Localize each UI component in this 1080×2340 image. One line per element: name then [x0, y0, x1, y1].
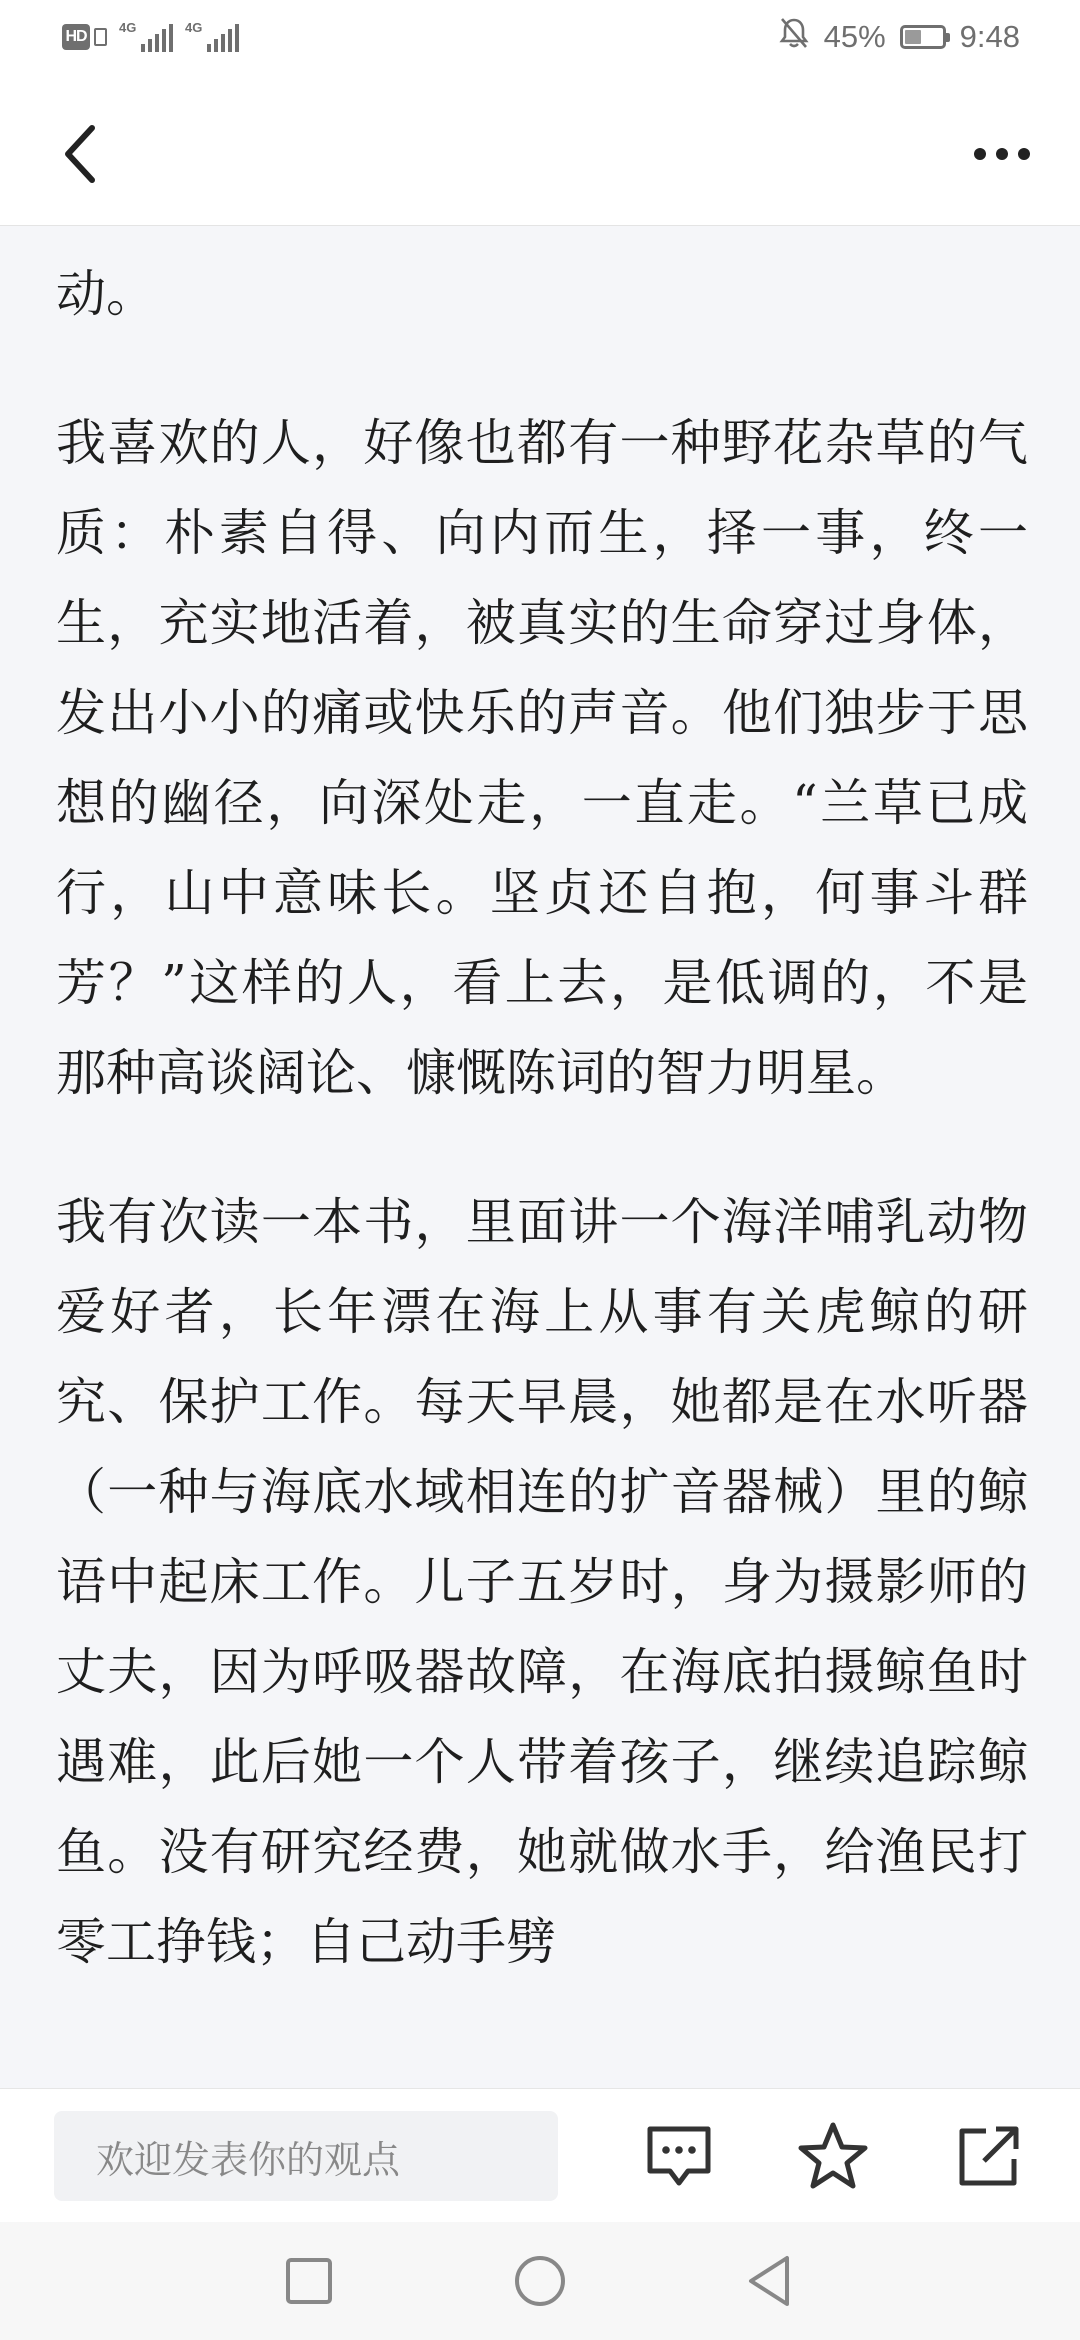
article-body: [56, 249, 1028, 2046]
favorite-button[interactable]: [790, 2113, 876, 2199]
signal-icon: [185, 22, 239, 52]
status-right: [778, 16, 1020, 58]
comment-bar: [0, 2088, 1080, 2222]
comment-button[interactable]: [636, 2113, 722, 2199]
back-triangle-icon: [735, 2246, 805, 2316]
hd-icon: HD: [62, 24, 90, 50]
clock: 9:48: [959, 19, 1020, 54]
top-nav: [0, 74, 1080, 226]
paragraph: 动。: [56, 265, 156, 323]
battery-percent: 45%: [823, 19, 886, 54]
battery-level: [905, 30, 921, 44]
paragraph: 我喜欢的人，好像也都有一种野花杂草的气质：朴素自得、向内而生，择一事，终一生，充实地活着，被真实的生命穿过身体，发出小小的痛或快乐的声音。他们独步于思想的幽径，向深处走，一直走。“兰草已成行，山中意味长。坚贞还自抱，何事斗群芳？”这样的人，看上去，是低调的，不是那种高谈阔论、慷慨陈词的智力明星。: [56, 414, 1028, 1102]
status-left: [62, 20, 239, 54]
status-bar: [0, 0, 1080, 74]
paragraph: 我有次读一本书，里面讲一个海洋哺乳动物爱好者，长年漂在海上从事有关虎鲸的研究、保护工作。每天早晨，她都是在水听器（一种与海底水域相连的扩音器械）里的鲸语中起床工作。儿子五岁时，身为摄影师的丈夫，因为呼吸器故障，在海底拍摄鲸鱼时遇难，此后她一个人带着孩子，继续追踪鲸鱼。没有研究经费，她就做水手，给渔民打零工挣钱；自己动手劈: [56, 1193, 1028, 1971]
sim2-label: 4G: [185, 20, 203, 35]
home-icon: [505, 2246, 575, 2316]
recent-apps-button[interactable]: [274, 2246, 344, 2316]
more-horizontal-icon: [950, 114, 1050, 194]
home-button[interactable]: [505, 2246, 575, 2316]
star-icon: [790, 2113, 876, 2199]
share-button[interactable]: [946, 2113, 1032, 2199]
share-icon: [946, 2113, 1032, 2199]
comment-icon: [636, 2113, 722, 2199]
comment-input[interactable]: 欢迎发表你的观点: [54, 2111, 558, 2201]
recent-apps-icon: [274, 2246, 344, 2316]
article-content[interactable]: [0, 226, 1080, 2088]
chevron-left-icon: [40, 114, 120, 194]
signal-icon: [119, 22, 173, 52]
battery-icon: [900, 25, 946, 49]
system-back-button[interactable]: [735, 2246, 805, 2316]
sim1-label: 4G: [119, 20, 137, 35]
hd-lock-icon: [94, 28, 107, 46]
mute-bell-icon: [778, 16, 810, 58]
android-nav-bar: [0, 2222, 1080, 2340]
more-button[interactable]: [950, 114, 1050, 194]
back-button[interactable]: [40, 114, 120, 194]
